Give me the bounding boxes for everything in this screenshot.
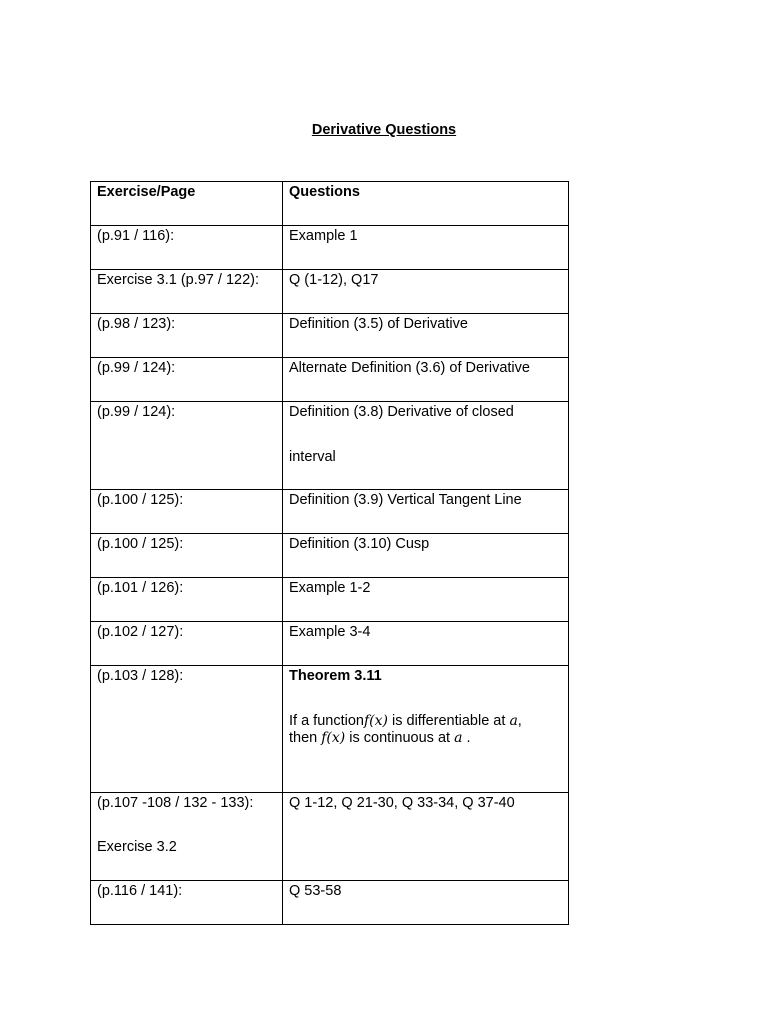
math-f-of-x: f(x) (363, 713, 388, 729)
row-page: (p.102 / 127): (91, 622, 283, 666)
theorem-text: , (517, 713, 522, 729)
row-questions: Q 53-58 (283, 881, 569, 925)
table-row (91, 490, 569, 534)
row-questions: Alternate Definition (3.6) of Derivative (283, 358, 569, 402)
theorem-statement (289, 713, 562, 747)
theorem-title: Theorem 3.11 (289, 668, 382, 684)
table-row (91, 314, 569, 358)
row-theorem (283, 666, 569, 793)
row-page: (p.99 / 124): (91, 402, 283, 490)
header-questions: Questions (283, 182, 569, 226)
row-questions: Q 1-12, Q 21-30, Q 33-34, Q 37-40 (283, 793, 569, 881)
table-row (91, 666, 569, 793)
table-row (91, 578, 569, 622)
row-questions: Example 3-4 (283, 622, 569, 666)
theorem-text: is differentiable at (387, 713, 510, 729)
row-questions-line1: Definition (3.8) Derivative of closed (289, 404, 514, 420)
row-questions (283, 402, 569, 490)
header-exercise-page: Exercise/Page (91, 182, 283, 226)
row-questions-line2: interval (289, 449, 336, 465)
row-questions: Example 1 (283, 226, 569, 270)
row-page: (p.98 / 123): (91, 314, 283, 358)
math-f-of-x: f(x) (321, 730, 346, 746)
row-page-line2: Exercise 3.2 (97, 839, 177, 855)
table-header-row (91, 182, 569, 226)
table-row (91, 881, 569, 925)
table-row (91, 402, 569, 490)
row-page: Exercise 3.1 (p.97 / 122): (91, 270, 283, 314)
table-row (91, 358, 569, 402)
theorem-text: is continuous at (345, 730, 455, 746)
table-row (91, 270, 569, 314)
math-a: a (454, 730, 463, 746)
table-row (91, 226, 569, 270)
row-page: (p.99 / 124): (91, 358, 283, 402)
table-row (91, 793, 569, 881)
row-page: (p.101 / 126): (91, 578, 283, 622)
row-questions: Example 1-2 (283, 578, 569, 622)
theorem-text: If a function (289, 713, 364, 729)
row-page: (p.100 / 125): (91, 490, 283, 534)
row-page: (p.100 / 125): (91, 534, 283, 578)
row-questions: Definition (3.5) of Derivative (283, 314, 569, 358)
row-questions: Definition (3.10) Cusp (283, 534, 569, 578)
row-page-line1: (p.107 -108 / 132 - 133): (97, 795, 254, 811)
page-title: Derivative Questions (311, 122, 457, 138)
row-page: (p.116 / 141): (91, 881, 283, 925)
row-page: (p.91 / 116): (91, 226, 283, 270)
row-questions: Q (1-12), Q17 (283, 270, 569, 314)
theorem-text: . (462, 730, 471, 746)
questions-table (90, 181, 569, 925)
table-row (91, 534, 569, 578)
theorem-text: then (289, 730, 322, 746)
row-page: (p.103 / 128): (91, 666, 283, 793)
row-page (91, 793, 283, 881)
math-a: a (509, 713, 518, 729)
row-questions: Definition (3.9) Vertical Tangent Line (283, 490, 569, 534)
table-row (91, 622, 569, 666)
